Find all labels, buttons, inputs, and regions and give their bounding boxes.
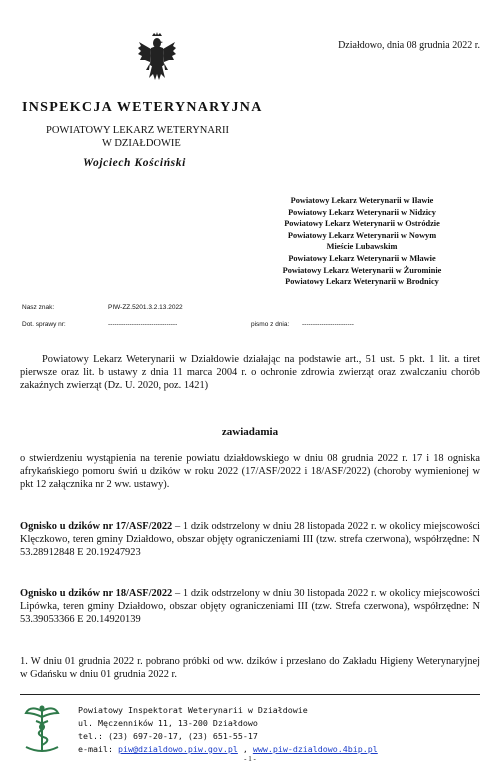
outbreak-17-text: – 1 dzik odstrzelony w dniu 28 listopada 2022 r. w okolicy miejscowości Klęczkowo, teren gminy Działdowo, obszar objęty ograniczeniami III (tzw. strefa czerwona), współrzędne: N 53.28912848 E 20.19247923 xyxy=(20,521,480,559)
recipient-item: Powiatowy Lekarz Weterynarii w Żurominie xyxy=(282,265,442,275)
recipient-item: Powiatowy Lekarz Weterynarii w Brodnicy xyxy=(285,277,439,287)
case-ref-label: Dot. sprawy nr: xyxy=(22,321,66,328)
institution-name: INSPEKCJA WETERYNARYJNA xyxy=(22,100,263,115)
notice-paragraph: o stwierdzeniu wystąpienia na terenie powiatu działdowskiego w dniu 08 grudnia 2022 r. 17 i 18 ogniska afrykańskiego pomoru świń u dzików w roku 2022 (17/ASF/2022 i 18/ASF/2022) (choroby wymienionej w pkt 12 załącznika nr 2 ww. ustawy). xyxy=(20,453,480,491)
office-name-line1: POWIATOWY LEKARZ WETERYNARII xyxy=(46,125,229,136)
footer-organization: Powiatowy Inspektorat Weterynarii w Działdowie xyxy=(78,705,308,715)
case-ref-value: -------------------------------- xyxy=(108,321,178,328)
email-link[interactable]: piw@dzialdowo.piw.gov.pl xyxy=(117,744,238,754)
outbreak-18-paragraph xyxy=(20,587,480,627)
outbreak-18-text: – 1 dzik odstrzelony w dniu 30 listopada 2022 r. w okolicy miejscowości Lipówka, teren gminy Działdowo, obszar objęty ograniczeniami III (tzw. Strefa czerwona), współrzędne: N 53.39053366 E 20.14920139 xyxy=(20,588,480,626)
recipient-item: Powiatowy Lekarz Weterynarii w Nidzicy xyxy=(288,207,436,217)
outbreak-17-paragraph xyxy=(20,520,480,560)
page-number: - 1 - xyxy=(244,755,256,763)
our-ref-value: PIW-ZZ.5201.3.2.13.2022 xyxy=(108,304,183,311)
official-name: Wojciech Kościński xyxy=(83,157,186,169)
recipient-list xyxy=(252,195,472,288)
email-label: e-mail: xyxy=(78,744,118,754)
our-ref-label: Nasz znak: xyxy=(22,304,55,311)
footer-address: ul. Męczenników 11, 13-200 Działdowo xyxy=(78,718,258,728)
recipient-item: Powiatowy Lekarz Weterynarii w Ostródzie xyxy=(284,219,440,229)
veterinary-caduceus-icon xyxy=(20,703,64,755)
footer-phone: tel.: (23) 697-20-17, (23) 651-55-17 xyxy=(78,731,258,741)
recipient-item: Powiatowy Lekarz Weterynarii w Mławie xyxy=(288,253,436,263)
footer-separator: , xyxy=(237,744,253,754)
recipient-item: Powiatowy Lekarz Weterynarii w Iławie xyxy=(290,196,434,205)
office-name-line2: W DZIAŁDOWIE xyxy=(102,138,181,149)
document-date: Działdowo, dnia 08 grudnia 2022 r. xyxy=(338,40,480,51)
intro-paragraph: Powiatowy Lekarz Weterynarii w Działdowie działając na podstawie art., 51 ust. 5 pkt. 1 lit. a tiret pierwsze oraz lit. b ustawy z dnia 11 marca 2004 r. o ochronie zdrowia zwierząt oraz zwalczaniu chorób zakaźnych zwierząt (Dz. U. 2020, poz. 1421) xyxy=(20,354,480,392)
footer-divider xyxy=(20,694,480,695)
website-link[interactable]: www.piw-dzialdowo.4bip.pl xyxy=(252,744,378,754)
outbreak-18-title: Ognisko u dzików nr 18/ASF/2022 xyxy=(20,588,173,599)
polish-eagle-icon xyxy=(137,32,177,84)
recipient-item: Powiatowy Lekarz Weterynarii w Nowym xyxy=(287,230,437,240)
letter-date-value: ------------------------ xyxy=(302,321,354,328)
notice-heading: zawiadamia xyxy=(221,426,279,438)
numbered-item-1: 1. W dniu 01 grudnia 2022 r. pobrano próbki od ww. dzików i przesłano do Zakładu Higieny Weterynaryjnej w Gdańsku w dniu 01 grudnia 2022 r. xyxy=(20,656,480,681)
footer-contact xyxy=(78,744,378,754)
outbreak-17-title: Ognisko u dzików nr 17/ASF/2022 xyxy=(20,521,173,532)
letter-date-label: pismo z dnia: xyxy=(251,321,290,328)
recipient-item: Mieście Lubawskim xyxy=(326,242,398,252)
